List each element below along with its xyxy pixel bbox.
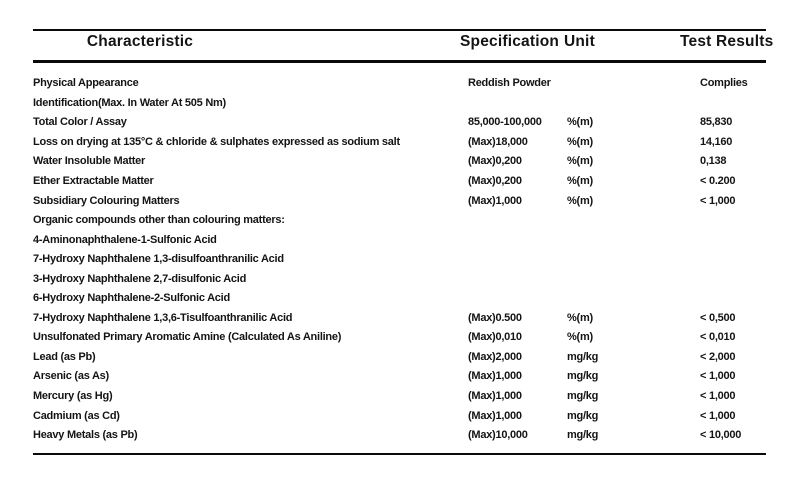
cell-unit: %(m)	[567, 331, 593, 344]
cell-specification: (Max)10,000	[468, 429, 528, 442]
cell-characteristic: Cadmium (as Cd)	[33, 409, 120, 422]
cell-specification: (Max)18,000	[468, 135, 528, 148]
cell-specification: (Max)1,000	[468, 409, 522, 422]
cell-specification: (Max)0.500	[468, 311, 522, 324]
col-header-characteristic: Characteristic	[86, 33, 194, 50]
cell-characteristic: Loss on drying at 135°C & chloride & sulphates expressed as sodium salt	[33, 135, 400, 148]
cell-test-result: < 1,000	[700, 194, 736, 207]
cell-characteristic: Arsenic (as As)	[33, 370, 109, 383]
table-row	[33, 367, 766, 387]
cell-characteristic: Mercury (as Hg)	[33, 390, 113, 403]
cell-characteristic: 3-Hydroxy Naphthalene 2,7-disulfonic Acid	[33, 272, 247, 285]
cell-unit: %(m)	[567, 194, 593, 207]
cell-unit: mg/kg	[567, 350, 599, 363]
cell-unit: mg/kg	[567, 429, 599, 442]
cell-characteristic: Organic compounds other than colouring matters:	[33, 214, 285, 227]
cell-characteristic: 7-Hydroxy Naphthalene 1,3,6-Tisulfoanthranilic Acid	[33, 311, 293, 324]
table-row	[33, 94, 766, 114]
table-row	[33, 74, 766, 94]
cell-characteristic: Physical Appearance	[33, 77, 139, 90]
table-row	[33, 152, 766, 172]
cell-specification: 85,000-100,000	[468, 116, 542, 129]
cell-test-result: < 0.200	[700, 175, 736, 187]
cell-specification: (Max)0,200	[468, 175, 522, 187]
col-header-specification: Specification	[460, 33, 560, 50]
cell-test-result: Complies	[700, 77, 748, 90]
cell-test-result: < 2,000	[700, 350, 736, 363]
table-row	[33, 406, 766, 426]
col-header-unit: Unit	[564, 33, 595, 50]
table-row	[33, 348, 766, 368]
table-row	[33, 328, 766, 348]
cell-characteristic: Total Color / Assay	[33, 116, 127, 129]
cell-unit: %(m)	[567, 175, 593, 187]
cell-unit: %(m)	[567, 311, 593, 324]
cell-unit: mg/kg	[567, 370, 599, 383]
cell-specification: (Max)1,000	[468, 194, 522, 207]
table-row	[33, 113, 766, 133]
cell-test-result: 85,830	[700, 116, 733, 129]
header-rule	[33, 60, 766, 63]
cell-specification: (Max)1,000	[468, 390, 522, 403]
cell-test-result: 0,138	[700, 155, 727, 168]
table-row	[33, 133, 766, 153]
cell-characteristic: 7-Hydroxy Naphthalene 1,3-disulfoanthranilic Acid	[33, 253, 284, 266]
cell-unit: mg/kg	[567, 390, 599, 403]
cell-specification: (Max)0,010	[468, 331, 522, 344]
cell-characteristic: Ether Extractable Matter	[33, 175, 154, 187]
cell-characteristic: Water Insoluble Matter	[33, 155, 146, 168]
cell-test-result: 14,160	[700, 135, 733, 148]
table-row	[33, 211, 766, 231]
cell-unit: %(m)	[567, 155, 593, 168]
table-row	[33, 172, 766, 192]
cell-unit: mg/kg	[567, 409, 599, 422]
cell-test-result: < 0,500	[700, 311, 736, 324]
table-body	[33, 74, 766, 445]
col-header-test-results: Test Results	[680, 33, 774, 50]
bottom-rule	[33, 453, 766, 455]
table-row	[33, 309, 766, 329]
cell-test-result: < 1,000	[700, 409, 736, 422]
table-row	[33, 289, 766, 309]
table-row	[33, 269, 766, 289]
cell-specification: (Max)0,200	[468, 155, 522, 168]
cell-specification: (Max)2,000	[468, 350, 522, 363]
top-rule	[33, 29, 766, 31]
cell-test-result: < 0,010	[700, 331, 736, 344]
cell-test-result: < 10,000	[700, 429, 742, 442]
cell-specification: (Max)1,000	[468, 370, 522, 383]
cell-characteristic: Subsidiary Colouring Matters	[33, 194, 180, 207]
cell-characteristic: 6-Hydroxy Naphthalene-2-Sulfonic Acid	[33, 292, 230, 305]
cell-characteristic: Heavy Metals (as Pb)	[33, 429, 138, 442]
cell-unit: %(m)	[567, 135, 593, 148]
cell-test-result: < 1,000	[700, 390, 736, 403]
table-row	[33, 426, 766, 446]
cell-test-result: < 1,000	[700, 370, 736, 383]
cell-characteristic: Identification(Max. In Water At 505 Nm)	[33, 96, 226, 109]
table-row	[33, 250, 766, 270]
cell-characteristic: Unsulfonated Primary Aromatic Amine (Calculated As Aniline)	[33, 331, 342, 344]
table-row	[33, 191, 766, 211]
cell-unit: %(m)	[567, 116, 593, 129]
table-row	[33, 387, 766, 407]
cell-characteristic: 4-Aminonaphthalene-1-Sulfonic Acid	[33, 233, 217, 246]
cell-specification: Reddish Powder	[468, 77, 551, 90]
cell-characteristic: Lead (as Pb)	[33, 350, 96, 363]
table-row	[33, 230, 766, 250]
